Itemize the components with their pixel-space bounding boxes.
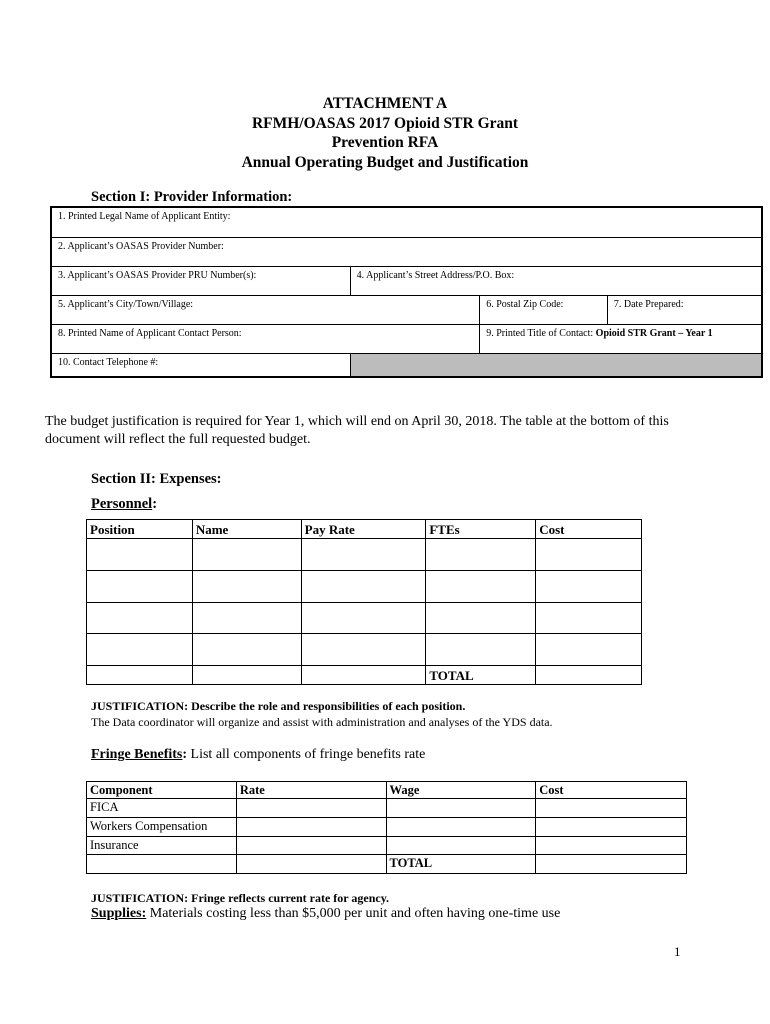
supplies-line: Supplies: Materials costing less than $5,000 per unit and often having one-time use [91, 906, 561, 921]
cell[interactable] [87, 539, 193, 571]
cell[interactable] [426, 571, 536, 603]
col-name: Name [192, 520, 301, 539]
section2-title: Section II: Expenses: [91, 471, 222, 487]
cell[interactable] [87, 571, 193, 603]
total-cost-cell[interactable] [536, 666, 642, 685]
cell[interactable] [87, 666, 193, 685]
col-rate: Rate [236, 782, 386, 799]
cell[interactable] [536, 837, 687, 855]
pru-number-field[interactable]: 3. Applicant’s OASAS Provider PRU Number(s): [51, 266, 350, 295]
cell[interactable] [536, 634, 642, 666]
cell[interactable] [87, 634, 193, 666]
personnel-justification-text: The Data coordinator will organize and assist with administration and analyses of the YDS data. [91, 715, 553, 729]
component-insurance: Insurance [87, 837, 237, 855]
col-ftes: FTEs [426, 520, 536, 539]
personnel-table [86, 519, 642, 685]
budget-title: Annual Operating Budget and Justification [241, 154, 529, 171]
provider-info-table [50, 206, 763, 378]
cell[interactable] [536, 799, 687, 818]
shaded-cell [350, 353, 762, 377]
table-row [87, 818, 687, 837]
cell[interactable] [192, 634, 301, 666]
date-prepared-field[interactable]: 7. Date Prepared: [607, 295, 762, 324]
cell[interactable] [301, 666, 426, 685]
provider-number-field[interactable]: 2. Applicant’s OASAS Provider Number: [51, 237, 762, 266]
cell[interactable] [236, 837, 386, 855]
page-number: 1 [674, 944, 681, 959]
col-pay-rate: Pay Rate [301, 520, 426, 539]
cell[interactable] [87, 603, 193, 634]
total-cost-cell[interactable] [536, 855, 687, 874]
cell[interactable] [301, 571, 426, 603]
cell[interactable] [386, 818, 536, 837]
total-row [87, 666, 642, 685]
cell[interactable] [87, 855, 237, 874]
cell[interactable] [536, 818, 687, 837]
col-cost: Cost [536, 520, 642, 539]
col-position: Position [87, 520, 193, 539]
cell[interactable] [386, 799, 536, 818]
city-field[interactable]: 5. Applicant’s City/Town/Village: [51, 295, 480, 324]
table-row [87, 837, 687, 855]
legal-name-field[interactable]: 1. Printed Legal Name of Applicant Entity: [51, 207, 762, 237]
total-label: TOTAL [386, 855, 536, 874]
contact-person-field[interactable]: 8. Printed Name of Applicant Contact Person: [51, 324, 480, 353]
cell[interactable] [426, 539, 536, 571]
cell[interactable] [192, 603, 301, 634]
cell[interactable] [426, 603, 536, 634]
cell[interactable] [426, 634, 536, 666]
fringe-heading: Fringe Benefits: List all components of fringe benefits rate [91, 747, 426, 762]
table-row [87, 539, 642, 571]
street-address-field[interactable]: 4. Applicant’s Street Address/P.O. Box: [350, 266, 762, 295]
cell[interactable] [192, 539, 301, 571]
telephone-field[interactable]: 10. Contact Telephone #: [51, 353, 350, 377]
table-row [87, 799, 687, 818]
cell[interactable] [192, 666, 301, 685]
fringe-justification: JUSTIFICATION: Fringe reflects current rate for agency. [91, 891, 390, 905]
cell[interactable] [301, 539, 426, 571]
cell[interactable] [536, 571, 642, 603]
component-workers-comp: Workers Compensation [87, 818, 237, 837]
cell[interactable] [236, 818, 386, 837]
table-row [87, 603, 642, 634]
fringe-table [86, 781, 687, 874]
attachment-title: ATTACHMENT A [322, 95, 448, 112]
personnel-heading: Personnel: [91, 496, 158, 512]
cell[interactable] [192, 571, 301, 603]
section1-title: Section I: Provider Information: [91, 189, 293, 205]
component-fica: FICA [87, 799, 237, 818]
cell[interactable] [536, 539, 642, 571]
cell[interactable] [301, 634, 426, 666]
intro-line-2: document will reflect the full requested budget. [45, 432, 311, 447]
personnel-justification-label: JUSTIFICATION: Describe the role and responsibilities of each position. [91, 699, 466, 713]
intro-line-1: The budget justification is required for Year 1, which will end on April 30, 2018. The table at the bottom of this [45, 414, 669, 429]
col-component: Component [87, 782, 237, 799]
table-row [87, 571, 642, 603]
zip-code-field[interactable]: 6. Postal Zip Code: [480, 295, 608, 324]
contact-title-field[interactable]: 9. Printed Title of Contact: Opioid STR Grant – Year 1 [480, 324, 762, 353]
grant-title: RFMH/OASAS 2017 Opioid STR Grant [251, 115, 519, 132]
col-cost: Cost [536, 782, 687, 799]
table-row [87, 634, 642, 666]
cell[interactable] [301, 603, 426, 634]
cell[interactable] [536, 603, 642, 634]
cell[interactable] [236, 799, 386, 818]
rfa-title: Prevention RFA [331, 134, 439, 151]
total-label: TOTAL [426, 666, 536, 685]
cell[interactable] [236, 855, 386, 874]
cell[interactable] [386, 837, 536, 855]
total-row [87, 855, 687, 874]
col-wage: Wage [386, 782, 536, 799]
